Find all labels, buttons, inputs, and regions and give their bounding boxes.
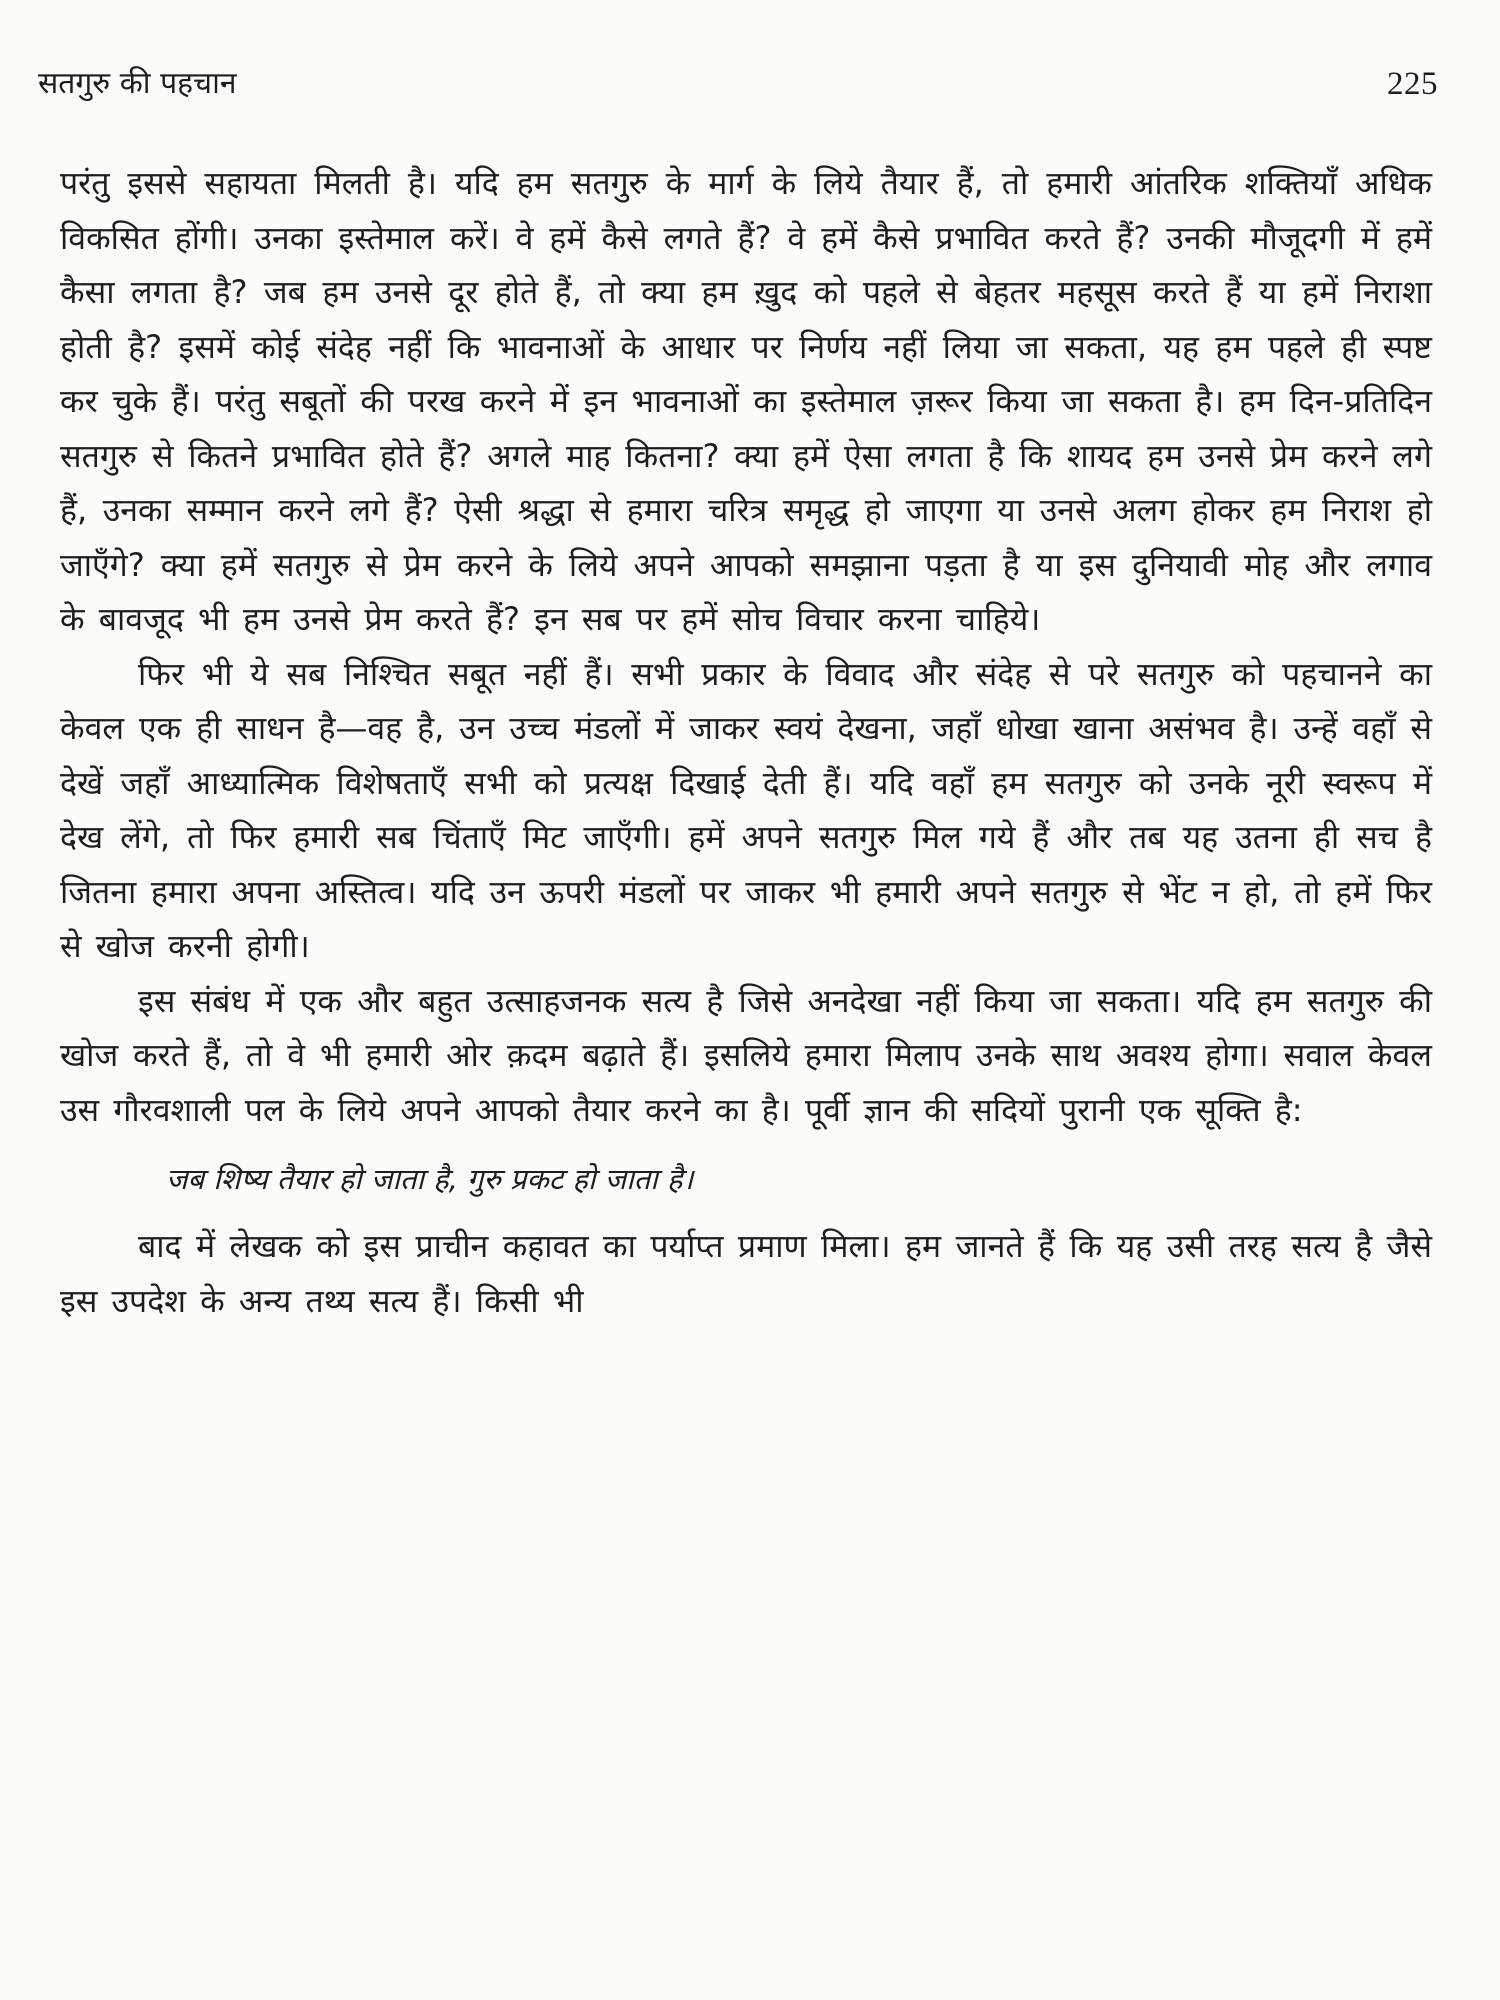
paragraph-4: बाद में लेखक को इस प्राचीन कहावत का पर्याप्त प्रमाण मिला। हम जानते हैं कि यह उसी तरह सत्य है जैसे इस उपदेश के अन्य तथ्य सत्य हैं। किसी भी bbox=[60, 1227, 1432, 1320]
block-quote: जब शिष्य तैयार हो जाता है, गुरु प्रकट हो जाता है। bbox=[166, 1162, 694, 1196]
page-header bbox=[38, 62, 1438, 122]
paragraph-2: फिर भी ये सब निश्चित सबूत नहीं हैं। सभी प्रकार के विवाद और संदेह से परे सतगुरु को पहचानने का केवल एक ही साधन है—वह है, उन उच्च मंडलों में जाकर स्वयं देखना, जहाँ धोखा खाना असंभव है। उन्हें वहाँ से देखें जहाँ आध्यात्मिक विशेषताएँ सभी को प्रत्यक्ष दिखाई देती हैं। यदि वहाँ हम सतगुरु को उनके नूरी स्वरूप में देख लेंगे, तो फिर हमारी सब चिंताएँ मिट जाएँगी। हमें अपने सतगुरु मिल गये हैं और तब यह उतना ही सच है जितना हमारा अपना अस्तित्व। यदि उन ऊपरी मंडलों पर जाकर भी हमारी अपने सतगुरु से भेंट न हो, तो हमें फिर से खोज करनी होगी। bbox=[60, 654, 1432, 965]
body-text bbox=[60, 156, 1432, 1328]
paragraph-3: इस संबंध में एक और बहुत उत्साहजनक सत्य है जिसे अनदेखा नहीं किया जा सकता। यदि हम सतगुरु की खोज करते हैं, तो वे भी हमारी ओर क़दम बढ़ाते हैं। इसलिये हमारा मिलाप उनके साथ अवश्य होगा। सवाल केवल उस गौरवशाली पल के लिये अपने आपको तैयार करने का है। पूर्वी ज्ञान की सदियों पुरानी एक सूक्ति है: bbox=[60, 981, 1432, 1129]
running-title: सतगुरु की पहचान bbox=[38, 66, 237, 101]
paragraph-1: परंतु इससे सहायता मिलती है। यदि हम सतगुरु के मार्ग के लिये तैयार हैं, तो हमारी आंतरिक शक्तियाँ अधिक विकसित होंगी। उनका इस्तेमाल करें। वे हमें कैसे लगते हैं? वे हमें कैसे प्रभावित करते हैं? उनकी मौजूदगी में हमें कैसा लगता है? जब हम उनसे दूर होते हैं, तो क्या हम ख़ुद को पहले से बेहतर महसूस करते हैं या हमें निराशा होती है? इसमें कोई संदेह नहीं कि भावनाओं के आधार पर निर्णय नहीं लिया जा सकता, यह हम पहले ही स्पष्ट कर चुके हैं। परंतु सबूतों की परख करने में इन भावनाओं का इस्तेमाल ज़रूर किया जा सकता है। हम दिन-प्रतिदिन सतगुरु से कितने प्रभावित होते हैं? अगले माह कितना? क्या हमें ऐसा लगता है कि शायद हम उनसे प्रेम करने लगे हैं, उनका सम्मान करने लगे हैं? ऐसी श्रद्धा से हमारा चरित्र समृद्ध हो जाएगा या उनसे अलग होकर हम निराश हो जाएँगे? क्या हमें सतगुरु से प्रेम करने के लिये अपने आपको समझाना पड़ता है या इस दुनियावी मोह और लगाव के बावजूद भी हम उनसे प्रेम करते हैं? इन सब पर हमें सोच विचार करना चाहिये। bbox=[60, 164, 1432, 638]
page-number: 225 bbox=[1387, 66, 1438, 102]
